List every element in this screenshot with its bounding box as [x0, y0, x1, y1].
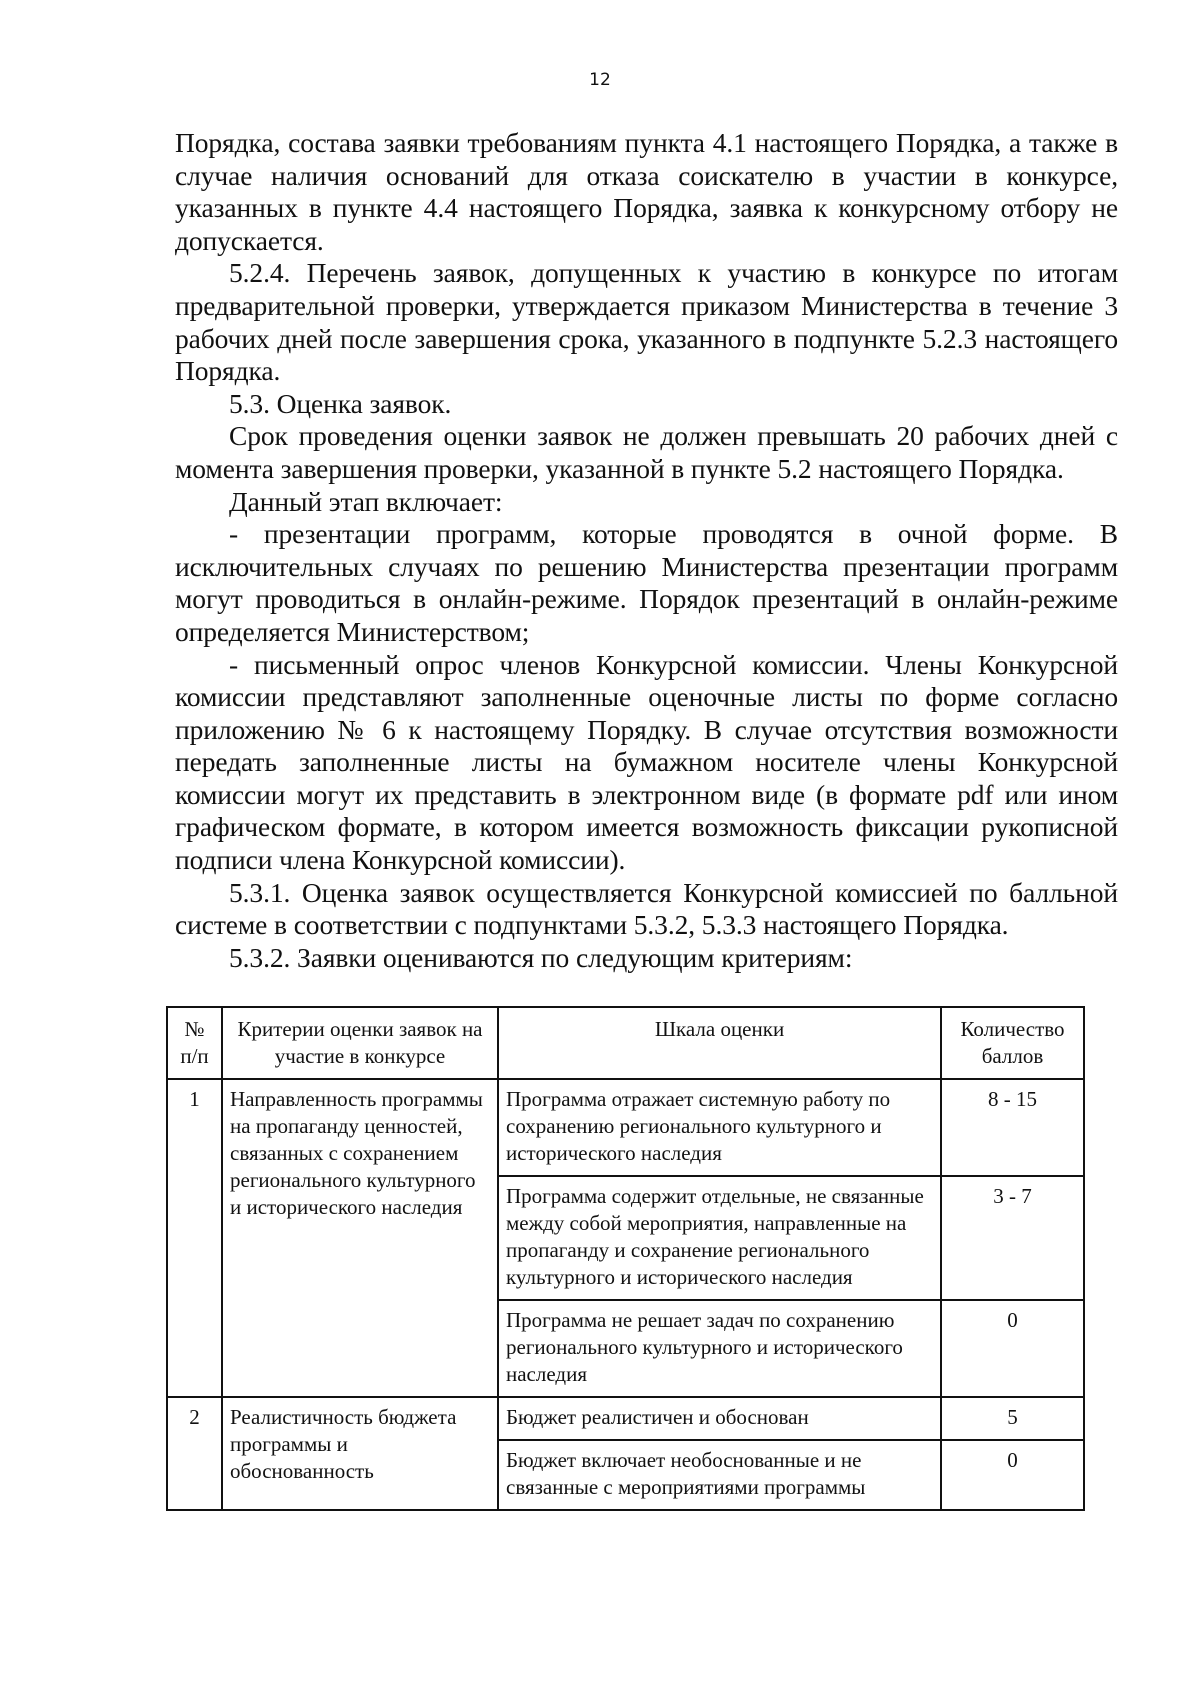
scale-cell: Программа не решает задач по сохранению регионального культурного и исторического наследия — [498, 1300, 941, 1397]
scale-cell: Программа отражает системную работу по сохранению регионального культурного и исторического наследия — [498, 1079, 941, 1176]
points-cell: 8 - 15 — [941, 1079, 1084, 1176]
table-header-row — [167, 1007, 1084, 1079]
list-item: - письменный опрос членов Конкурсной комиссии. Члены Конкурсной комиссии представляют заполненные оценочные листы по форме согласно приложению № 6 к настоящему Порядку. В случае отсутствия возможности передать заполненные листы на бумажном носителе члены Конкурсной комиссии могут их представить в электронном виде (в формате pdf или ином графическом формате, в котором имеется возможность фиксации рукописной подписи члена Конкурсной комиссии). — [175, 648, 1118, 876]
paragraph: 5.3.2. Заявки оцениваются по следующим критериям: — [229, 941, 853, 973]
scale-cell: Бюджет включает необоснованные и не связанные с мероприятиями программы — [498, 1440, 941, 1510]
paragraph: 5.3.1. Оценка заявок осуществляется Конкурсной комиссией по балльной системе в соответствии с подпунктами 5.3.2, 5.3.3 настоящего Порядка. — [175, 876, 1118, 941]
list-item: - презентации программ, которые проводятся в очной форме. В исключительных случаях по решению Министерства презентации программ могут проводиться в онлайн-режиме. Порядок презентаций в онлайн-режиме определяется Министерством; — [175, 518, 1118, 647]
points-cell: 0 — [941, 1300, 1084, 1397]
paragraph: Данный этап включает: — [229, 485, 503, 517]
table-row — [167, 1079, 1084, 1176]
points-cell: 3 - 7 — [941, 1176, 1084, 1300]
row-number: 2 — [167, 1397, 222, 1510]
scale-cell: Программа содержит отдельные, не связанные между собой мероприятия, направленные на пропаганду и сохранение регионального культурного и исторического наследия — [498, 1176, 941, 1300]
points-cell: 5 — [941, 1397, 1084, 1440]
header-criteria: Критерии оценки заявок на участие в конкурсе — [222, 1007, 498, 1079]
paragraph: 5.2.4. Перечень заявок, допущенных к участию в конкурсе по итогам предварительной проверки, утверждается приказом Министерства в течение 3 рабочих дней после завершения срока, указанного в подпункте 5.2.3 настоящего Порядка. — [175, 257, 1118, 387]
paragraph: Порядка, состава заявки требованиям пункта 4.1 настоящего Порядка, а также в случае наличия оснований для отказа соискателю в участии в конкурсе, указанных в пункте 4.4 настоящего Порядка, заявка к конкурсному отбору не допускается. — [175, 127, 1118, 256]
body-text — [175, 127, 1118, 974]
criterion-cell: Реалистичность бюджета программы и обоснованность — [222, 1397, 498, 1510]
table-row — [167, 1397, 1084, 1440]
criteria-table — [166, 1006, 1085, 1511]
header-points: Количество баллов — [941, 1007, 1084, 1079]
criterion-cell: Направленность программы на пропаганду ценностей, связанных с сохранением регионального культурного и исторического наследия — [222, 1079, 498, 1397]
header-scale: Шкала оценки — [498, 1007, 941, 1079]
scale-cell: Бюджет реалистичен и обоснован — [498, 1397, 941, 1440]
row-number: 1 — [167, 1079, 222, 1397]
points-cell: 0 — [941, 1440, 1084, 1510]
section-heading: 5.3. Оценка заявок. — [229, 387, 452, 419]
paragraph: Срок проведения оценки заявок не должен превышать 20 рабочих дней с момента завершения проверки, указанной в пункте 5.2 настоящего Порядка. — [175, 420, 1118, 484]
header-number: № п/п — [167, 1007, 222, 1079]
page-number: 12 — [589, 70, 611, 90]
